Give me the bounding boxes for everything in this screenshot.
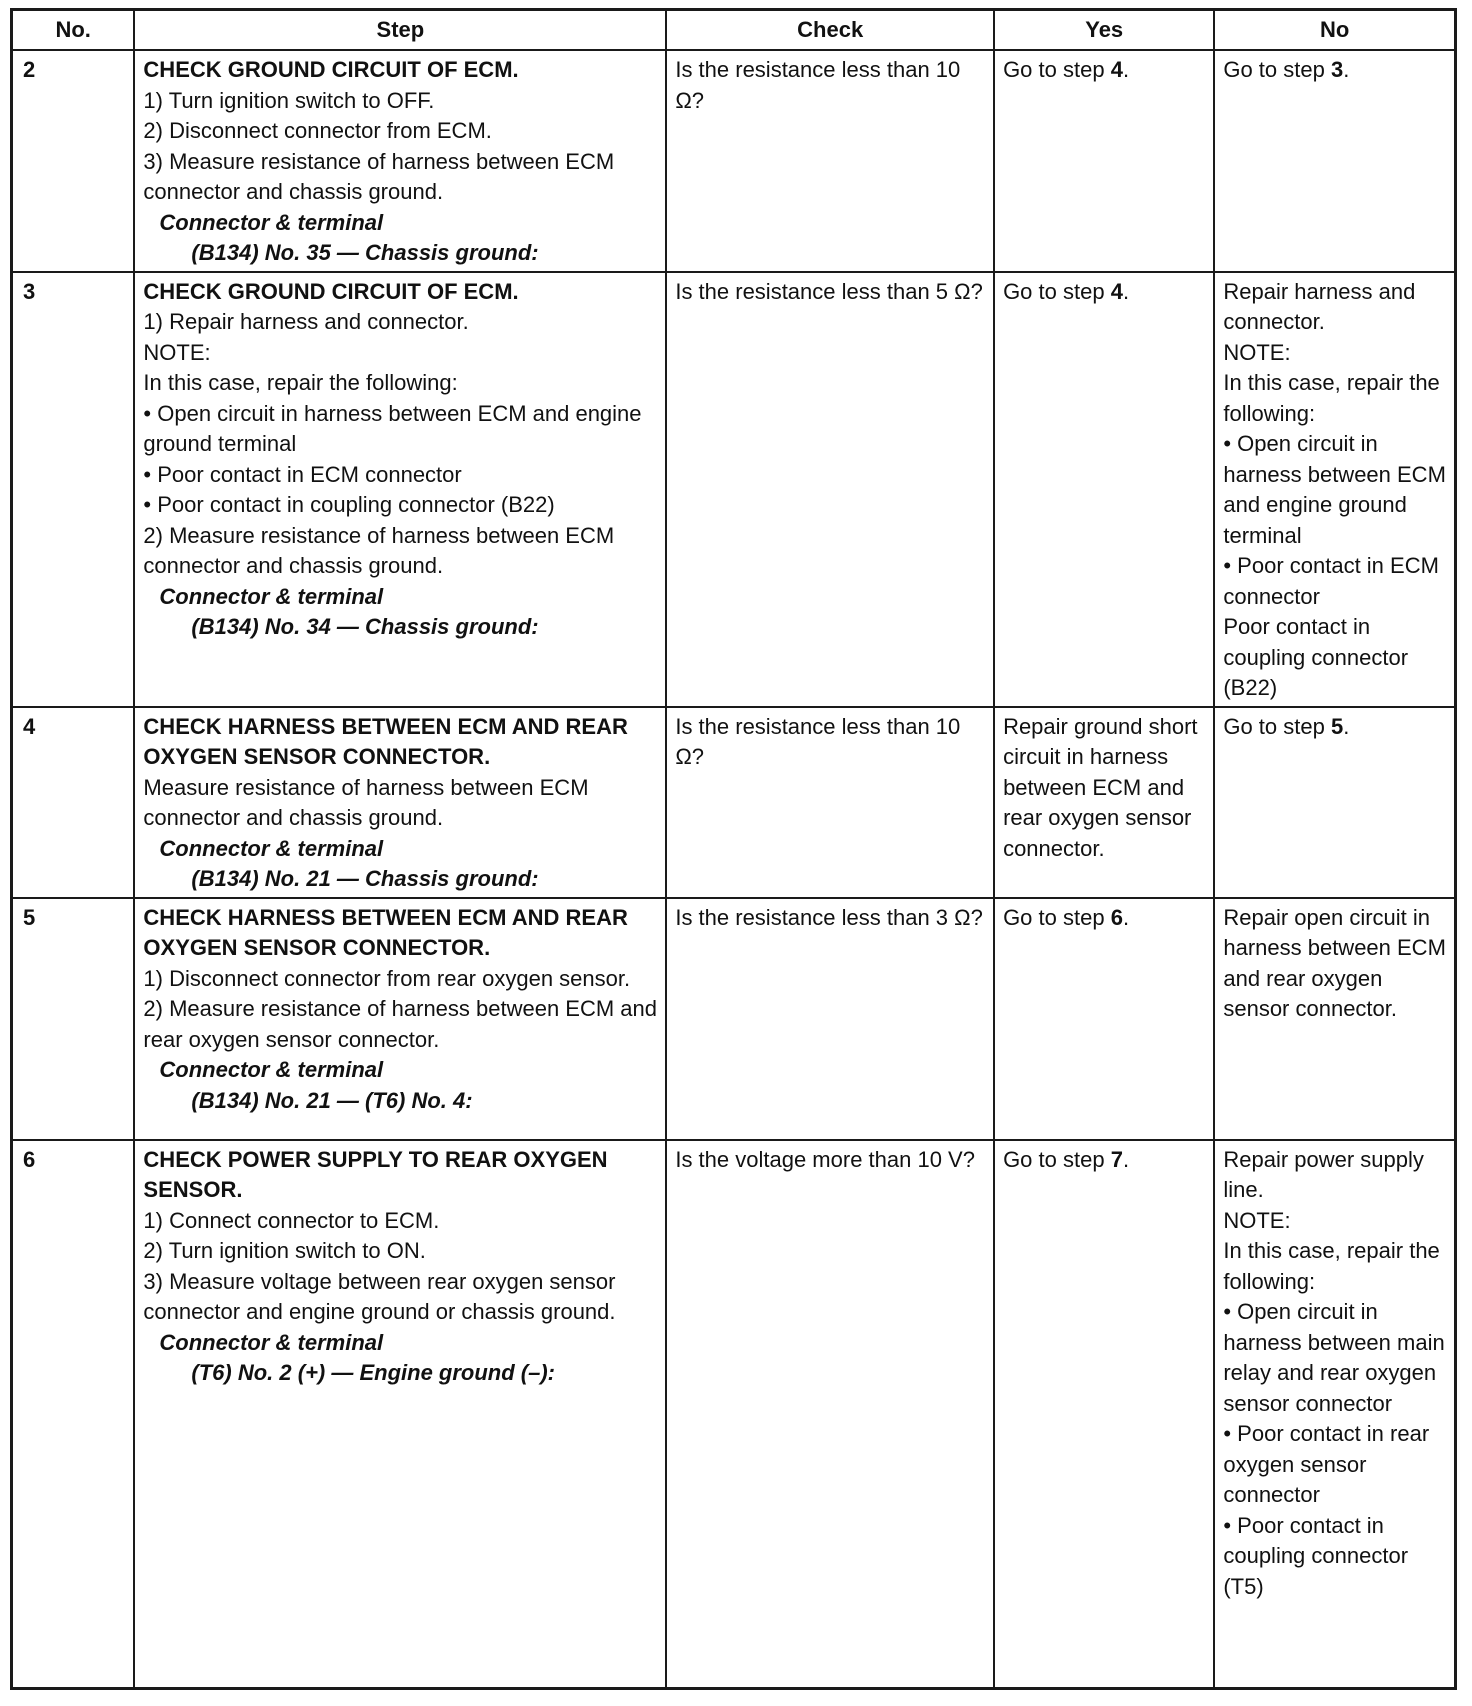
terminal-spec: (B134) No. 35 — Chassis ground: <box>191 240 539 265</box>
no-bullet: • Poor contact in rear oxygen sensor connector <box>1223 1419 1446 1511</box>
step-line: 2) Turn ignition switch to ON. <box>143 1238 426 1263</box>
step-title: CHECK POWER SUPPLY TO REAR OXYGEN SENSOR. <box>143 1146 608 1202</box>
connector-terminal-label: Connector & terminal <box>159 1057 384 1082</box>
no-text: Go to step <box>1223 57 1331 82</box>
no-bullet: • Poor contact in coupling connector (T5) <box>1223 1511 1446 1603</box>
no-line: Repair harness and connector. <box>1223 278 1416 334</box>
yes-step-number: 4 <box>1110 57 1123 82</box>
step-bullet: • Poor contact in coupling connector (B22) <box>143 490 657 521</box>
step-line: 3) Measure resistance of harness between ECM connector and chassis ground. <box>143 148 615 204</box>
connector-terminal-label: Connector & terminal <box>159 835 384 861</box>
step-line: 2) Disconnect connector from ECM. <box>143 118 492 143</box>
yes-period: . <box>1122 904 1130 930</box>
no-line: NOTE: <box>1223 339 1291 365</box>
step-cell <box>134 707 666 898</box>
no-bullet: • Open circuit in harness between main relay and rear oxygen sensor connector <box>1223 1297 1446 1419</box>
yes-period: . <box>1122 278 1130 304</box>
yes-step-number: 4 <box>1110 278 1123 304</box>
step-title: CHECK HARNESS BETWEEN ECM AND REAR OXYGEN SENSOR CONNECTOR. <box>143 713 628 769</box>
header-check: Check <box>666 11 994 50</box>
terminal-spec: (B134) No. 21 — (T6) No. 4: <box>191 1087 473 1113</box>
no-line: Poor contact in coupling connector (B22) <box>1223 614 1409 700</box>
no-cell <box>1214 272 1454 707</box>
no-line: Repair power supply line. <box>1223 1146 1424 1202</box>
step-title: CHECK HARNESS BETWEEN ECM AND REAR OXYGEN SENSOR CONNECTOR. <box>143 904 628 960</box>
step-cell <box>134 1140 666 1688</box>
terminal-spec: (B134) No. 21 — Chassis ground: <box>191 866 539 891</box>
table-row <box>13 50 1454 272</box>
step-title: CHECK GROUND CIRCUIT OF ECM. <box>143 278 519 304</box>
step-line: Measure resistance of harness between ECM connector and chassis ground. <box>143 774 589 830</box>
terminal-spec: (B134) No. 34 — Chassis ground: <box>191 614 539 639</box>
check-cell: Is the voltage more than 10 V? <box>666 1140 994 1688</box>
table-row <box>13 707 1454 898</box>
step-line: 3) Measure voltage between rear oxygen sensor connector and engine ground or chassis ground. <box>143 1268 616 1324</box>
no-line: In this case, repair the following: <box>1223 370 1440 426</box>
step-line: In this case, repair the following: <box>143 370 458 395</box>
connector-terminal-label: Connector & terminal <box>159 583 384 609</box>
yes-cell: Repair ground short circuit in harness between ECM and rear oxygen sensor connector. <box>994 707 1214 898</box>
yes-text: Go to step <box>1003 904 1111 930</box>
step-cell <box>134 898 666 1140</box>
step-line: 1) Disconnect connector from rear oxygen sensor. <box>143 965 631 991</box>
step-line: 2) Measure resistance of harness between ECM connector and chassis ground. <box>143 522 615 578</box>
yes-period: . <box>1122 1146 1130 1172</box>
no-bullet: • Open circuit in harness between ECM and engine ground terminal <box>1223 429 1446 551</box>
no-text: Go to step <box>1223 713 1331 739</box>
step-line: 2) Measure resistance of harness between ECM and rear oxygen sensor connector. <box>143 996 658 1052</box>
step-title: CHECK GROUND CIRCUIT OF ECM. <box>143 57 519 82</box>
check-cell: Is the resistance less than 5 Ω? <box>666 272 994 707</box>
yes-cell <box>994 1140 1214 1688</box>
diagnostic-table <box>13 11 1454 1687</box>
header-row <box>13 11 1454 50</box>
no-cell <box>1214 1140 1454 1688</box>
yes-cell <box>994 272 1214 707</box>
no-cell <box>1214 50 1454 272</box>
step-number: 6 <box>13 1140 134 1688</box>
no-period: . <box>1343 713 1350 739</box>
step-bullet: • Poor contact in ECM connector <box>143 460 657 491</box>
step-cell <box>134 272 666 707</box>
no-line: In this case, repair the following: <box>1223 1238 1440 1294</box>
header-no: No. <box>13 11 134 50</box>
step-bullet: • Open circuit in harness between ECM and engine ground terminal <box>143 399 657 460</box>
step-number: 3 <box>13 272 134 707</box>
header-yes: Yes <box>994 11 1214 50</box>
no-cell: Repair open circuit in harness between ECM and rear oxygen sensor connector. <box>1214 898 1454 1140</box>
check-cell: Is the resistance less than 3 Ω? <box>666 898 994 1140</box>
terminal-spec: (T6) No. 2 (+) — Engine ground (–): <box>191 1360 556 1385</box>
table-row <box>13 898 1454 1140</box>
check-cell: Is the resistance less than 10 Ω? <box>666 50 994 272</box>
no-step-number: 5 <box>1330 713 1344 739</box>
no-step-number: 3 <box>1330 57 1344 82</box>
step-line: 1) Turn ignition switch to OFF. <box>143 87 435 113</box>
no-cell <box>1214 707 1454 898</box>
header-no-result: No <box>1214 11 1454 50</box>
yes-step-number: 7 <box>1110 1146 1123 1172</box>
step-line: 1) Repair harness and connector. <box>143 309 469 334</box>
connector-terminal-label: Connector & terminal <box>159 209 384 235</box>
yes-cell <box>994 898 1214 1140</box>
step-number: 5 <box>13 898 134 1140</box>
yes-text: Go to step <box>1003 57 1111 82</box>
step-number: 2 <box>13 50 134 272</box>
connector-terminal-label: Connector & terminal <box>159 1329 384 1355</box>
yes-text: Go to step <box>1003 1146 1111 1172</box>
yes-cell <box>994 50 1214 272</box>
step-line: 1) Connect connector to ECM. <box>143 1207 440 1233</box>
table-row <box>13 272 1454 707</box>
step-number: 4 <box>13 707 134 898</box>
step-line: NOTE: <box>143 339 211 365</box>
diagnostic-table-sheet <box>10 8 1457 1690</box>
no-period: . <box>1343 57 1350 82</box>
yes-step-number: 6 <box>1110 904 1123 930</box>
yes-text: Go to step <box>1003 278 1111 304</box>
no-line: NOTE: <box>1223 1207 1291 1233</box>
header-step: Step <box>134 11 666 50</box>
table-row <box>13 1140 1454 1688</box>
check-cell: Is the resistance less than 10 Ω? <box>666 707 994 898</box>
no-bullet: • Poor contact in ECM connector <box>1223 551 1446 612</box>
step-cell <box>134 50 666 272</box>
yes-period: . <box>1122 57 1130 82</box>
